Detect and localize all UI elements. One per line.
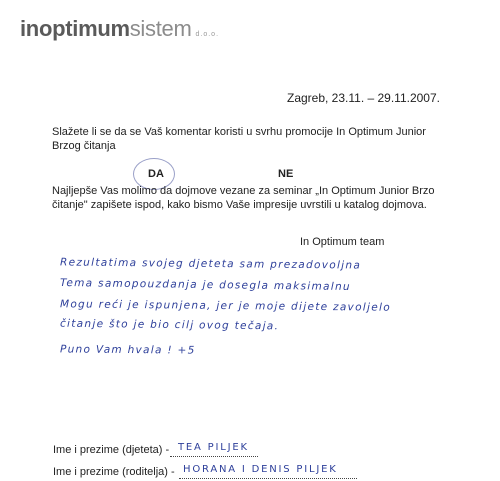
child-name-line	[170, 456, 258, 457]
option-no: NE	[278, 168, 294, 180]
handwritten-comment-line: Mogu reći je ispunjena, jer je moje dijete zavoljelo	[59, 298, 392, 314]
feedback-request: Najljepše Vas molimo da dojmove vezane za seminar „In Optimum Junior Brzo čitanje" zapišete ispod, kako bismo Vaše impresije uvrstili u katalog dojmova.	[52, 185, 435, 211]
handwritten-comment-line: Rezultatima svojeg djeteta sam prezadovoljna	[59, 256, 362, 272]
logo-suffix: d.o.o.	[195, 31, 220, 38]
document-date: Zagreb, 23.11. – 29.11.2007.	[286, 91, 440, 105]
consent-question: Slažete li se da se Vaš komentar koristi u svrhu promocije In Optimum Junior Brzog čitanja	[52, 126, 426, 152]
logo-part-1: inoptimum	[20, 16, 130, 41]
parent-name-line	[179, 478, 357, 479]
logo-part-2: sistem	[129, 16, 192, 41]
parent-name-value: HORANA I DENIS PILJEK	[183, 464, 338, 475]
team-signature: In Optimum team	[300, 236, 385, 248]
option-yes: DA	[148, 168, 164, 180]
parent-name-label: Ime i prezime (roditelja) -	[53, 466, 175, 478]
child-name-value: TEA PILJEK	[178, 442, 249, 453]
handwritten-comment-line: Tema samopouzdanja je dosegla maksimalnu	[59, 276, 352, 294]
child-name-label: Ime i prezime (djeteta) -	[53, 444, 170, 456]
handwritten-comment-line: Puno Vam hvala ! +5	[59, 343, 196, 357]
handwritten-comment-line: čitanje što je bio cilj ovog tečaja.	[59, 317, 280, 333]
company-logo	[20, 16, 219, 42]
